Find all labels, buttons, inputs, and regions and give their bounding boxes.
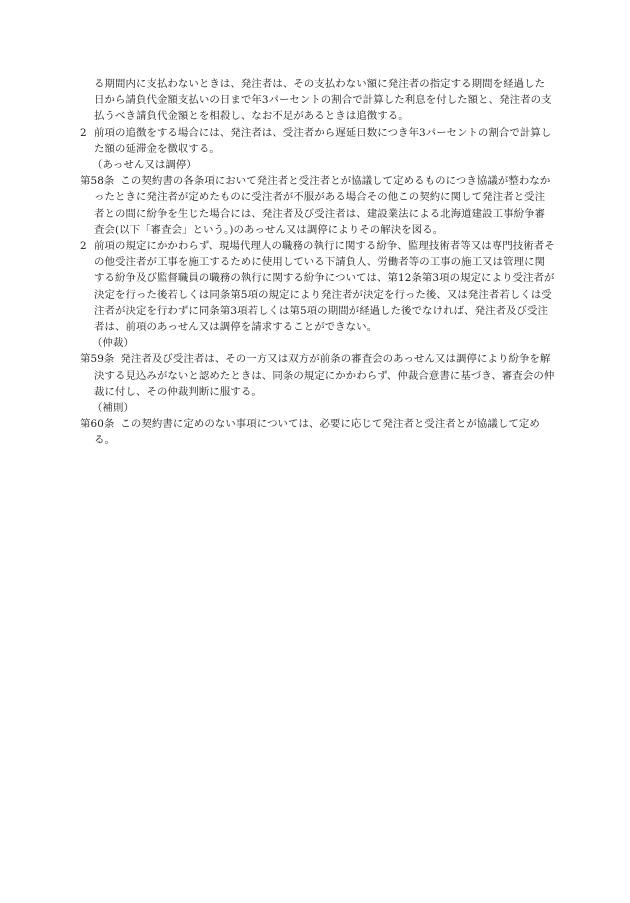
article-57-paragraph-2 xyxy=(80,125,555,157)
paragraph-number: 2 xyxy=(80,126,87,139)
article-60-text: この契約書に定めのない事項については、必要に応じて発注者と受注者とが協議して定める。 xyxy=(94,418,540,447)
article-59-heading: （仲裁） xyxy=(92,337,134,350)
article-58-label: 第58条 xyxy=(80,175,115,188)
article-60-heading: （補則） xyxy=(92,402,134,415)
article-58 xyxy=(80,173,555,238)
article-57-continuation-text: る期間内に支払わないときは、発注者は、その支払わない額に発注者の指定する期間を経過した日から請負代金額支払いの日まで年3パーセントの割合で計算した利息を付した額と、発注者の支払うべき請負代金額とを相殺し、なお不足があるときは追徴する。 xyxy=(94,78,552,123)
paragraph-text: 前項の規定にかかわらず、現場代理人の職務の執行に関する紛争、監理技術者等又は専門技術者その他受注者が工事を施工するために使用している下請負人、労働者等の工事の施工又は管理に関する紛争及び監督職員の職務の執行に関する紛争については、第12条第3項の規定により受注者が決定を行った後若しくは同条第5項の規定により発注者が決定を行った後、又は発注者若しくは受注者が決定を行わずに同条第3項若しくは第5項の期間が経過した後でなければ、発注者及び受注者は、前項のあっせん又は調停を請求することができない。 xyxy=(94,240,555,334)
article-59-text: 発注者及び受注者は、その一方又は双方が前条の審査会のあっせん又は調停により紛争を解決する見込みがないと認めたときは、同条の規定にかかわらず、仲裁合意書に基づき、審査会の仲裁に付し、その仲裁判断に服する。 xyxy=(94,353,555,398)
article-59-label: 第59条 xyxy=(80,353,115,366)
article-57-continuation xyxy=(80,76,555,125)
paragraph-number: 2 xyxy=(80,240,87,253)
paragraph-text: 前項の追徴をする場合には、発注者は、受注者から遅延日数につき年3パーセントの割合で計算した額の延滞金を徴収する。 xyxy=(94,126,552,155)
document-page xyxy=(80,76,555,449)
article-58-heading: （あっせん又は調停） xyxy=(92,159,197,172)
article-58-text: この契約書の各条項において発注者と受注者とが協議して定めるものにつき協議が整わなかったときに発注者が定めたものに受注者が不服がある場合その他この契約に関して発注者と受注者との間に紛争を生じた場合には、発注者及び受注者は、建設業法による北海道建設工事紛争審査会(以下「審査会」という。)のあっせん又は調停によりその解決を図る。 xyxy=(94,175,551,236)
article-59 xyxy=(80,351,555,400)
article-60 xyxy=(80,416,555,448)
article-58-paragraph-2 xyxy=(80,238,555,335)
article-60-label: 第60条 xyxy=(80,418,115,431)
